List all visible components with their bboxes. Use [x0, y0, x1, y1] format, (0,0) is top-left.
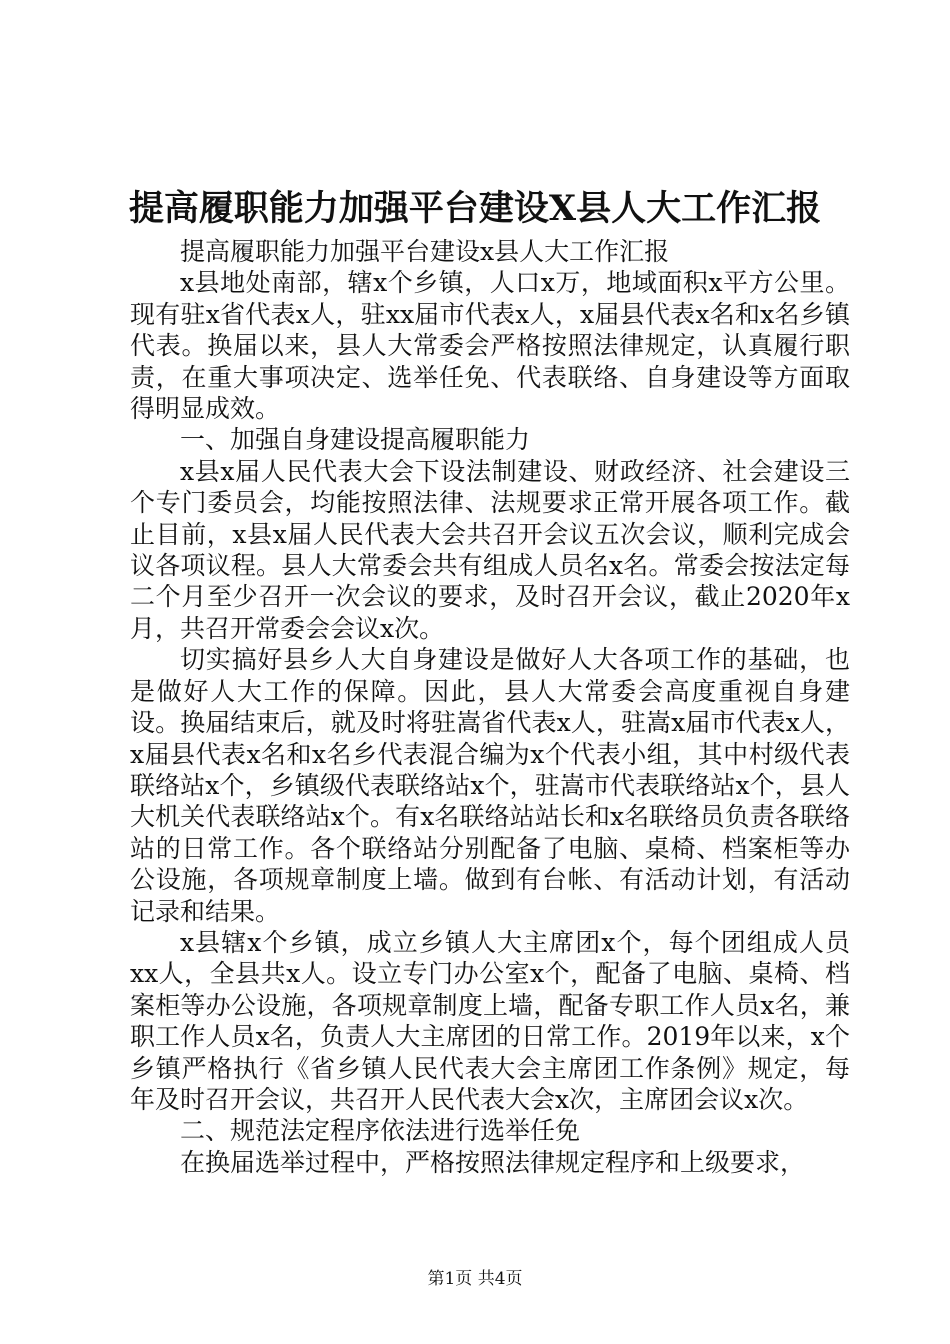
paragraph-township-presidium: x县辖x个乡镇，成立乡镇人大主席团x个，每个团组成人员xx人，全县共x人。设立专门办公室x个，配备了电脑、桌椅、档案柜等办公设施，各项规章制度上墙，配备专职工作人员x名，兼职工作人员x名，负责人大主席团的日常工作。2019年以来，x个乡镇严格执行《省乡镇人民代表大会主席团工作条例》规定，每年及时召开会议，共召开人民代表大会x次，主席团会议x次。 [130, 927, 850, 1114]
page-number-footer: 第1页 共4页 [427, 1269, 523, 1289]
paragraph-election: 在换届选举过程中，严格按照法律规定程序和上级要求， [180, 1147, 806, 1177]
paragraph-intro: x县地处南部，辖x个乡镇，人口x万，地域面积x平方公里。现有驻x省代表x人，驻xx届市代表x人，x届县代表x名和x名乡镇代表。换届以来，县人大常委会严格按照法律规定，认真履行职责，在重大事项决定、选举任免、代表联络、自身建设等方面取得明显成效。 [130, 268, 850, 424]
paragraph-committees: x县x届人民代表大会下设法制建设、财政经济、社会建设三个专门委员会，均能按照法律、法规要求正常开展各项工作。截止目前，x县x届人民代表大会共召开会议五次会议，顺利完成会议各项议程。县人大常委会共有组成人员名x名。常委会按法定每二个月至少召开一次会议的要求，及时召开会议，截止2020年x月，共召开常委会会议x次。 [130, 456, 850, 643]
section-heading-2: 二、规范法定程序依法进行选举任免 [180, 1116, 581, 1146]
document-body [130, 236, 850, 1178]
paragraph-self-building: 切实搞好县乡人大自身建设是做好人大各项工作的基础，也是做好人大工作的保障。因此，县人大常委会高度重视自身建设。换届结束后，就及时将驻嵩省代表x人，驻嵩x届市代表x人，x届县代表x名和x名乡代表混合编为x个代表小组，其中村级代表联络站x个，乡镇级代表联络站x个，驻嵩市代表联络站x个，县人大机关代表联络站x个。有x名联络站站长和x名联络员负责各联络站的日常工作。各个联络站分别配备了电脑、桌椅、档案柜等办公设施，各项规章制度上墙。做到有台帐、有活动计划，有活动记录和结果。 [130, 645, 850, 926]
section-heading-1: 一、加强自身建设提高履职能力 [180, 425, 531, 455]
paragraph-subtitle: 提高履职能力加强平台建设x县人大工作汇报 [180, 237, 670, 266]
page-title: 提高履职能力加强平台建设X县人大工作汇报 [128, 188, 822, 229]
